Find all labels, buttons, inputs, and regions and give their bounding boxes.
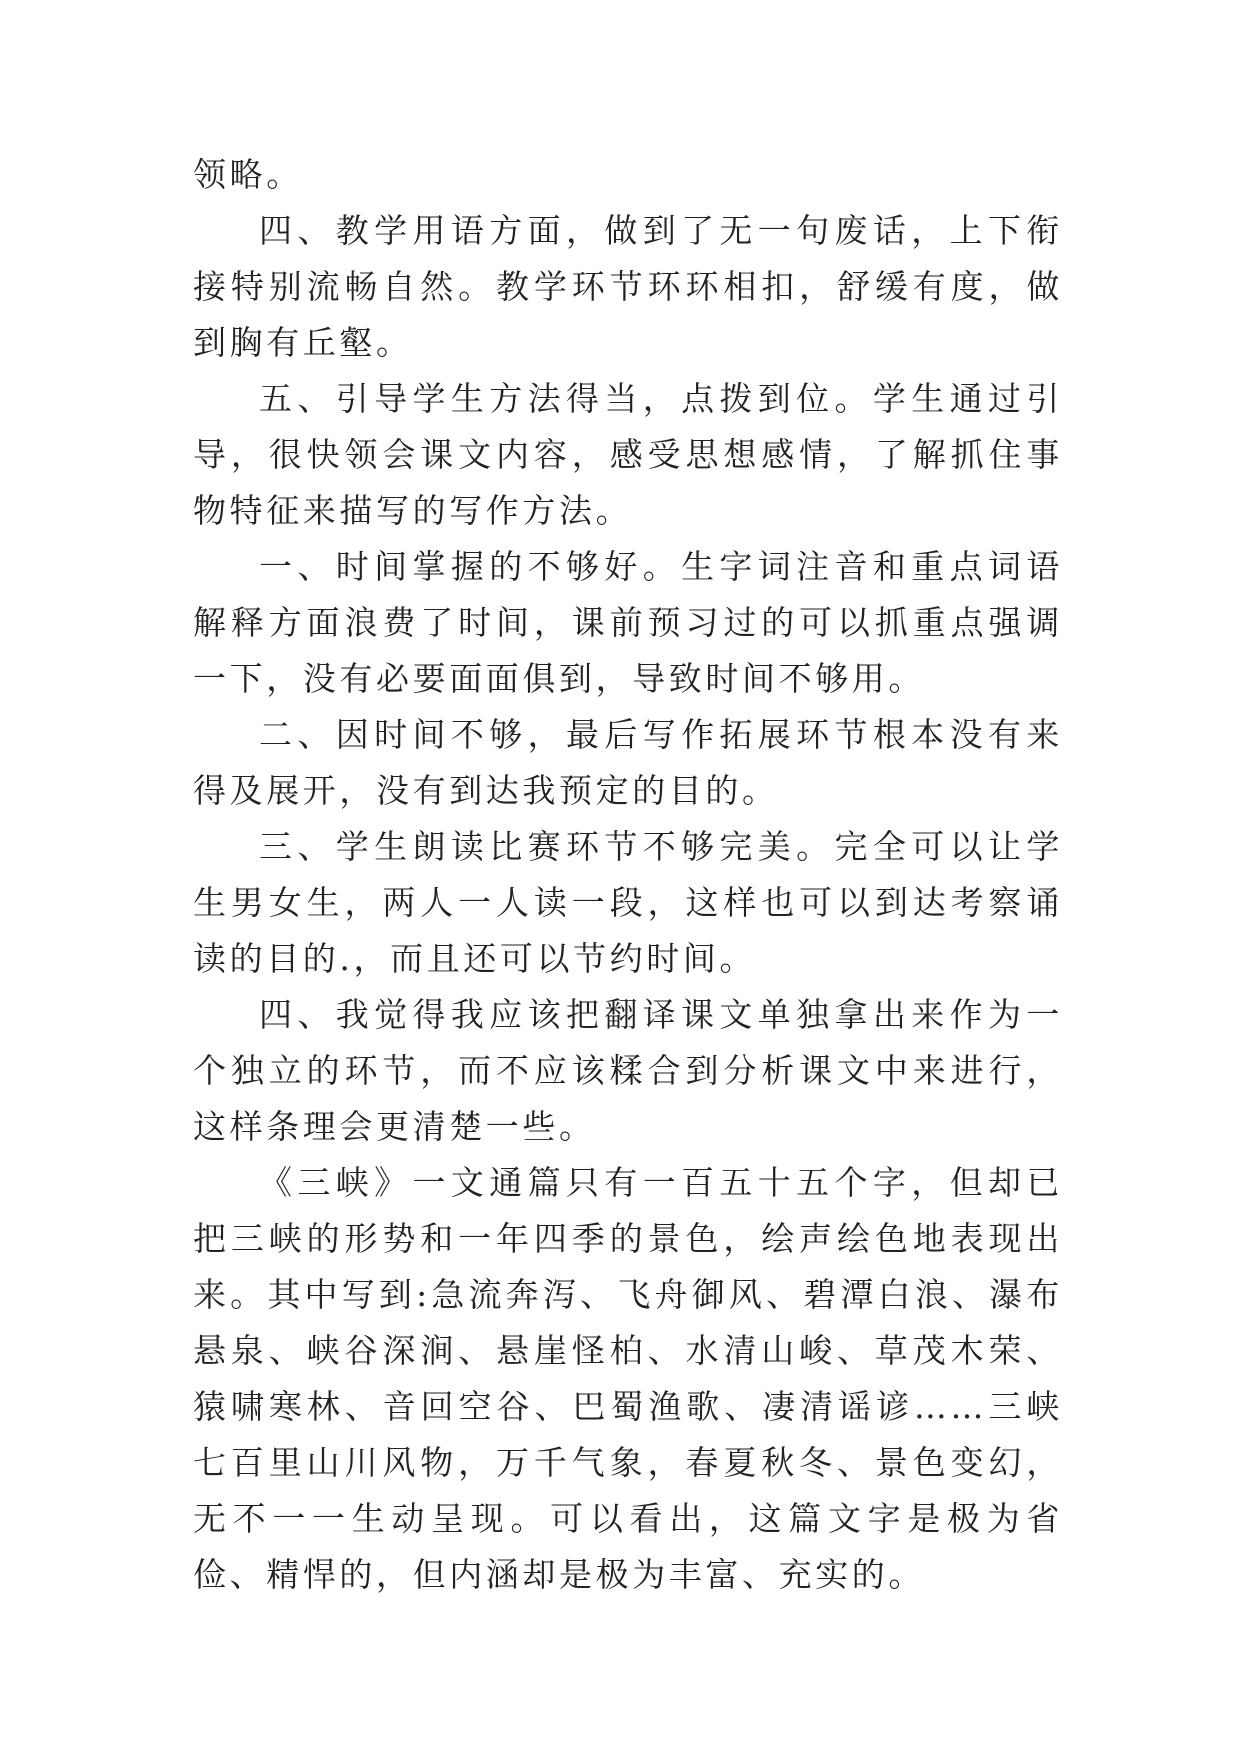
- paragraph-reading-contest: 三、学生朗读比赛环节不够完美。完全可以让学生男女生，两人一人读一段，这样也可以到达考察诵读的目的.，而且还可以节约时间。: [193, 827, 1063, 978]
- paragraph-teaching-language: 四、教学用语方面，做到了无一句废话，上下衔接特别流畅自然。教学环节环环相扣，舒缓有度，做到胸有丘壑。: [193, 211, 1063, 362]
- paragraph-continuation: 领略。: [193, 155, 303, 194]
- paragraph-translation-section: 四、我觉得我应该把翻译课文单独拿出来作为一个独立的环节，而不应该糅合到分析课文中来进行，这样条理会更清楚一些。: [193, 995, 1063, 1146]
- paragraph-writing-extension: 二、因时间不够，最后写作拓展环节根本没有来得及展开，没有到达我预定的目的。: [193, 715, 1063, 810]
- document-body: [193, 147, 1063, 1603]
- paragraph-three-gorges: 《三峡》一文通篇只有一百五十五个字，但却已把三峡的形势和一年四季的景色，绘声绘色地表现出来。其中写到:急流奔泻、飞舟御风、碧潭白浪、瀑布悬泉、峡谷深涧、悬崖怪柏、水清山峻、草茂木荣、猿啸寒林、音回空谷、巴蜀渔歌、凄清谣谚……三峡七百里山川风物，万千气象，春夏秋冬、景色变幻，无不一一生动呈现。可以看出，这篇文字是极为省俭、精悍的，但内涵却是极为丰富、充实的。: [193, 1163, 1063, 1594]
- paragraph-student-guidance: 五、引导学生方法得当，点拨到位。学生通过引导，很快领会课文内容，感受思想感情，了解抓住事物特征来描写的写作方法。: [193, 379, 1063, 530]
- paragraph-time-management: 一、时间掌握的不够好。生字词注音和重点词语解释方面浪费了时间，课前预习过的可以抓重点强调一下，没有必要面面俱到，导致时间不够用。: [193, 547, 1063, 698]
